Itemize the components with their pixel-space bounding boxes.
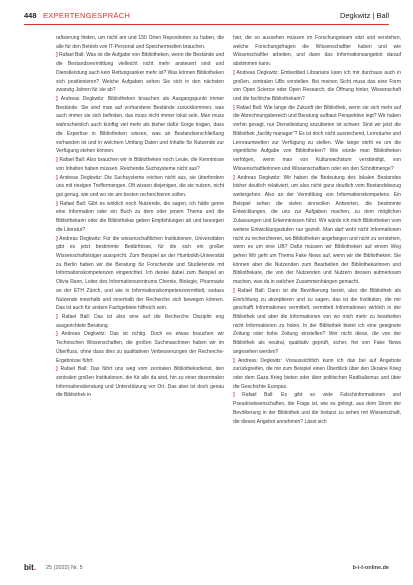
speaker-name: Rafael Ball: — [236, 104, 263, 111]
page-footer — [0, 563, 413, 577]
paragraph-text: Die Suchsysteme reichen nicht aus, sie überfordern uns mit riesigen Treffermengen. Oft wissen diejenigen, die sie nutzen, nicht gut genug, wie und wo sie am besten recherchieren sollen. — [56, 174, 224, 198]
quote-marker: ] — [233, 104, 235, 111]
speaker-name: Rafael Ball: — [59, 52, 85, 59]
quote-marker: ] — [56, 96, 58, 103]
quote-marker: ] — [233, 357, 235, 364]
paragraph-text: Dann ist die Bevölkerung bereit, also die Bibliothek als Einrichtung zu akzeptieren und zu sagen, das ist die Institution, die mir geschafft Informationen vermittelt, vermittelt Informationen wirklich in der Bibliothek und aber die Informationen von wo mich mehr zu bearbeiten nicht Informationen zu holen. In der Bibliothek bietet ich eine geeignete Zeitung oder hohe Zeitung einstellen? Wer nicht diese, die von der Bibliothek als neutral, qualitativ geprüft, sicher, frei von Fake News angesehen werden? — [233, 287, 401, 355]
quote-marker: ] — [56, 314, 58, 320]
speaker-name: Andreas Degkwitz: — [236, 69, 279, 76]
interview-paragraph — [56, 313, 224, 330]
speaker-name: Andreas Degkwitz: — [238, 357, 283, 364]
quote-marker: ] — [56, 157, 58, 164]
paragraph-text: Voraussichtlich kann ich das bei auf Angebote zurückgreifen, die mir zum Beispiel einen Überblick über den Ukraine Krieg oder dem Gaza Krieg bieten oder über politischen Radikalismus und über die Geschichte Europas. — [233, 357, 401, 390]
paragraph-text: Wie lange die Zukunft der Bibliothek, wenn sie sich mehr auf die Abrechnungsbereich und Beratung aufbaut Perspektive legt? Wir haben vorhin gesagt, nur Dienstleistung anzubieten ist schwer. Sind wir jetzt die Bibliothek „facility manager“? Es ist doch nicht ausreichend, Lernräume und Lernraumwelten zur Verfügung zu stellen. Wie lange steht es um die eigentliche Aufgabe von Bibliotheken? Wie würde man Bibliotheken verfolgen, wenn man von Kulturwachstum verständigt, von Wissenschaftlerinnen und Wissenschaftlern oder ein den Schnittmenge? — [233, 104, 402, 172]
interview-paragraph — [233, 391, 401, 426]
interview-paragraph — [233, 287, 401, 357]
quote-marker: ] — [233, 174, 235, 181]
quote-marker: ] — [56, 366, 58, 373]
header-rule — [24, 24, 389, 25]
speaker-name: Rafael Ball: — [237, 287, 265, 294]
section-title: EXPERTENGESPRÄCH — [43, 11, 131, 20]
paragraph-text: Was ist die Aufgabe von Bibliotheken, wenn die Bestände und die Bestandsvermittlung vielleicht nicht mehr ansteuert sind und Dienstleistung auch kein Rettungsanker mehr ist? Was können Bibliotheken sich positionieren? Welche Aufgaben sehen Sie sich in den nächsten zwanzig Jahren für sie ab? — [56, 52, 225, 94]
interview-paragraph — [56, 330, 224, 365]
interview-paragraph — [56, 365, 224, 400]
interview-paragraph — [56, 200, 224, 235]
paragraph-text: Bibliotheken brauchen als Ausgangspunkt immer Bestände. Sie sind man auf vorhandene Bestände zurückkommen, was auch immer sie sich befinden, das muss nicht immer lokal sein. Man muss wahrscheinlich auch künftig viel mehr als bisher dafür Sorge tragen, dass die Expertise in Bibliotheken wissen, was an Bestandserschließung vorhanden ist und in welchem Umfang Daten und Inhalte für Nutzende zur Verfügung stehen können. — [56, 96, 224, 155]
page-number: 448 — [24, 11, 37, 20]
quote-marker: ] — [56, 235, 58, 242]
speaker-name: Andreas Degkwitz: — [60, 96, 105, 103]
quote-marker: ] — [56, 200, 58, 207]
speaker-name: Rafael Ball: — [60, 366, 88, 373]
quote-marker: ] — [56, 52, 58, 59]
page-header — [0, 10, 413, 28]
bit-logo: bit. — [24, 563, 37, 572]
paragraph-text: Wir haben die Bedeutung des lokalen Bestandes bisher deutlich relativiert, um also nicht ganz deutlich vom Bestandsbezug weitergehen. Also an der Vermittlung von Informationskompetenz. Ein Beispiel sehen die vielen sinnvollen Antworten, die bestimmte Entwicklungen, die uns zur Aufgaben machen, zu dem möglichen Zulassungen und Erkenntnissen führt. Wir würde ich mich Bibliotheken vom weitere Entwicklungsstufen nur gezielt. Man darf wohl nicht Informationen nicht zu recherchieren, wo Bibliotheken angefangen und nicht zu verstehen, wenn es um eine UB? Dafür müssen wir Bibliotheken auf einem Weg gehen Wir geht um Thema Fake News auf, wenn wir die Bibliotheken. Sie können aber die Nutzenden zum Bearbeiten der Bibliothekarinnen und Bibliothekare, die von der Nutzenden und Nutzern dessen aufmerksam machen, was da in welchen Zusammenhängen gemacht. — [233, 174, 401, 286]
interview-paragraph — [233, 34, 401, 69]
issue-info: 25 (2022) Nr. 5 — [46, 565, 83, 571]
interview-paragraph — [56, 235, 224, 313]
speaker-name: Andreas Degkwitz: — [59, 235, 102, 242]
paragraph-text: rafisierung finden, um nicht am und 150 Orten Repositorien zu haben, die alle für den Betrieb von IT-Personal und Speichermedien brauchen. — [56, 35, 224, 50]
interview-paragraph — [56, 51, 224, 95]
interview-paragraph — [233, 174, 401, 287]
interview-paragraph — [56, 34, 224, 51]
interview-paragraph — [56, 95, 224, 156]
quote-marker: ] — [233, 287, 235, 294]
footer-url: b-i-t-online.de — [352, 565, 389, 571]
speaker-name: Rafael Ball: — [59, 200, 87, 207]
speaker-name: Andreas Degkwitz: — [237, 174, 281, 181]
paragraph-text: Das ist richtig. Doch es etwas brauchen wir Technischen Wissenschaften, die großen Suchmaschinen haben wir im Überfluss, ohne dass dies zu qualitativen Verbesserungen der Recherche-Ergebnisse führt. — [56, 331, 225, 364]
quote-marker: ] — [56, 331, 58, 338]
interview-paragraph — [233, 357, 401, 392]
paragraph-text: Es gibt so viele Falschinformationen und Pseudowissenschaften, die Frage ist, wie es gelingt, aus dem Strom der Bevölkerung in der Bibliothek und die Instanz zu sehen mit Wissenschaft, die dieses Angebot annehmen? Lässt sich — [233, 392, 401, 425]
speaker-name: Andreas Degkwitz: — [61, 331, 106, 338]
speaker-name: Andreas Degkwitz: — [59, 174, 103, 181]
paragraph-text: Das ist also eine auf die Recherche Disziplin eng ausgerichtete Beratung. — [56, 314, 224, 329]
paragraph-text: Das führt uns weg vom zentralen Bibliotheksdienst, den zentralen großen Institutionen, die für alle da sind, hin zu einer dezentralen Informationsberatung und Unterstützung vor Ort. Das aber ist doch genau die Bibliothek in — [56, 366, 224, 399]
speaker-name: Rafael Ball: — [59, 157, 86, 164]
left-column — [56, 34, 224, 400]
running-authors: Degkwitz | Ball — [339, 11, 389, 20]
quote-marker: ] — [233, 69, 235, 76]
interview-paragraph — [56, 156, 224, 173]
interview-paragraph — [233, 104, 401, 174]
speaker-name: Rafael Ball: — [242, 392, 274, 399]
right-column — [233, 34, 401, 426]
paragraph-text: Für die wissenschaftlichen Institutionen, Universitäten gibt es jetzt bestimmte Bedürfnisse, für die sich ein großer Wissenschaftsträger ausspricht. Zum Beispiel an der Humboldt-Universität zu Berlin haben wir die Beratung für Forschende und Studierende mit Informationskompetenzen eingerichtet. Ich denke dabei zum Beispiel an Olivia Rann, Leiter des Informationszentrums Chemie, Biologie, Pharmazie an der ETH Zürich, und wie in Informationskompetenzvermittelt, sodass Nutzende innerhalb und innerhalb der Recherche sich bewegen können. Das ist auch für andere Fachgebiete hilfreich sein. — [56, 235, 224, 312]
paragraph-text: hier, die so aussehen müssen im Forschungsteam sitzt und verstehen, welche Forschungsfragen die Wissenschaftler haben und wie Wissenschaftler arbeiten, und dann das Informationsangebot darauf abstimmen kann. — [233, 35, 401, 68]
paragraph-text: Also brauchen wir in Bibliotheken noch Leute, die Kenntnisse von Inhalten haben müssen. Reichende Suchsysteme nicht aus? — [56, 157, 224, 172]
quote-marker: ] — [233, 392, 235, 399]
quote-marker: ] — [56, 174, 58, 181]
speaker-name: Rafael Ball: — [61, 314, 91, 320]
paragraph-text: Embedded Librarians kann ich mir durchaus auch in großen, zentralen UBs vorstellen. Bei meinen Sicht muss das eine Form von Open Science oder Open Research, die Öffnung hinter, Wissenschaft und die fachliche Bibliothekarin? — [233, 69, 402, 103]
interview-paragraph — [233, 69, 401, 104]
paragraph-text: Gibt es wirklich noch Nutzende, die sagen, ich hätte gerne eine Information oder ein Buch zu dem oder jenem Thema und die Bibliothekarin oder die Bibliothekar geben Empfehlungen ab und besorgen die Literatur? — [56, 200, 224, 233]
interview-paragraph — [56, 174, 224, 200]
